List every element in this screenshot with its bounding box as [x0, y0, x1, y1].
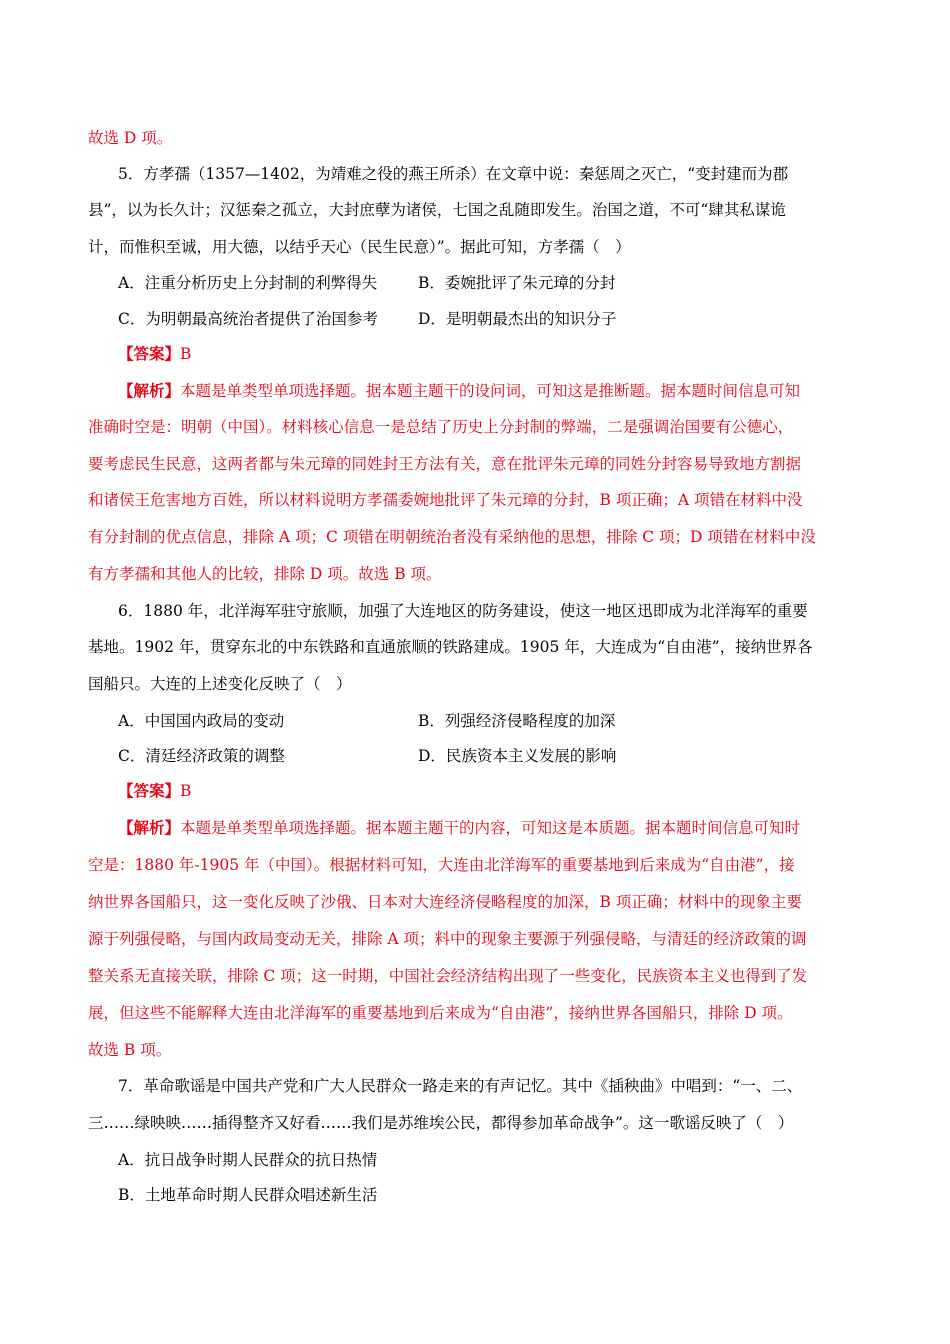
q5-answer — [118, 344, 868, 364]
q5-option-c: C．为明朝最高统治者提供了治国参考 — [118, 310, 378, 328]
q6-analysis-line-2: 空是：1880 年-1905 年（中国）。根据材料可知，大连由北洋海军的重要基地到后来成为“自由港”，接 — [88, 856, 795, 874]
q7-stem-line-1: 7．革命歌谣是中国共产党和广大人民群众一路走来的有声记忆。其中《插秧曲》中唱到：“一、二、 — [118, 1077, 803, 1095]
q6-stem-line-1: 6．1880 年，北洋海军驻守旅顺，加强了大连地区的防务建设，使这一地区迅即成为北洋海军的重要 — [118, 602, 808, 620]
q5-answer-label: 【答案】 — [118, 344, 181, 363]
q7-stem-line-2: 三……绿映映……插得整齐又好看……我们是苏维埃公民，都得参加革命战争”。这一歌谣反映了（ ） — [88, 1114, 794, 1132]
q6-answer — [118, 781, 868, 801]
q6-analysis-line-4: 源于列强侵略，与国内政局变动无关，排除 A 项；料中的现象主要源于列强侵略，与清廷的经济政策的调 — [88, 930, 807, 948]
q5-analysis-line-6: 有方孝孺和其他人的比较，排除 D 项。故选 B 项。 — [88, 565, 442, 583]
q5-answer-value: B — [180, 345, 192, 363]
q6-analysis-line-7: 故选 B 项。 — [88, 1041, 172, 1059]
q6-stem-line-3: 国船只。大连的上述变化反映了（ ） — [88, 675, 352, 693]
q5-analysis-label: 【解析】 — [118, 381, 181, 400]
q6-answer-label: 【答案】 — [118, 781, 181, 800]
q7-option-a: A．抗日战争时期人民群众的抗日热情 — [118, 1151, 378, 1169]
q5-stem-line-1: 5．方孝孺（1357—1402，为靖难之役的燕王所杀）在文章中说：秦惩周之灭亡，“变封建而为郡 — [118, 165, 789, 183]
q6-option-a: A．中国国内政局的变动 — [118, 712, 285, 730]
q6-analysis-line-6: 展，但这些不能解释大连由北洋海军的重要基地到后来成为“自由港”，接纳世界各国船只，排除 D 项。 — [88, 1004, 793, 1022]
q5-analysis-line-1 — [118, 381, 868, 401]
q6-analysis-line-5: 整关系无直接关联，排除 C 项；这一时期，中国社会经济结构出现了一些变化，民族资本主义也得到了发 — [88, 967, 808, 985]
q7-option-b: B．土地革命时期人民群众唱述新生活 — [118, 1186, 378, 1204]
q6-analysis-line-1 — [118, 818, 868, 838]
q5-analysis-line-3: 要考虑民生民意，这两者都与朱元璋的同姓封王方法有关，意在批评朱元璋的同姓分封容易导致地方割据 — [88, 455, 802, 473]
q5-analysis-line-5: 有分封制的优点信息，排除 A 项；C 项错在明朝统治者没有采纳他的思想，排除 C 项；D 项错在材料中没 — [88, 528, 816, 546]
q5-analysis-text-1: 本题是单类型单项选择题。据本题主题干的设问词，可知这是推断题。据本题时间信息可知 — [180, 382, 801, 400]
q5-stem-line-2: 县”，以为长久计；汉惩秦之孤立，大封庶孽为诸侯，七国之乱随即发生。治国之道，不可“肆其私谋诡 — [88, 201, 786, 219]
q5-option-b: B．委婉批评了朱元璋的分封 — [418, 274, 616, 292]
q6-option-b: B．列强经济侵略程度的加深 — [418, 712, 616, 730]
q6-analysis-line-3: 纳世界各国船只，这一变化反映了沙俄、日本对大连经济侵略程度的加深，B 项正确；材料中的现象主要 — [88, 893, 802, 911]
q6-answer-value: B — [180, 782, 192, 800]
q6-option-d: D．民族资本主义发展的影响 — [418, 747, 617, 765]
q5-stem-line-3: 计，而惟积至诚，用大德，以结乎天心（民生民意）”。据此可知，方孝孺（ ） — [88, 238, 631, 256]
previous-conclusion: 故选 D 项。 — [88, 129, 173, 147]
q6-analysis-label: 【解析】 — [118, 818, 181, 837]
q5-analysis-line-4: 和诸侯王危害地方百姓，所以材料说明方孝孺委婉地批评了朱元璋的分封，B 项正确；A 项错在材料中没 — [88, 491, 803, 509]
q5-option-a: A．注重分析历史上分封制的利弊得失 — [118, 274, 378, 292]
q5-analysis-line-2: 准确时空是：明朝（中国）。材料核心信息一是总结了历史上分封制的弊端，二是强调治国要有公德心， — [88, 418, 794, 436]
q6-option-c: C．清廷经济政策的调整 — [118, 747, 285, 765]
q5-option-d: D．是明朝最杰出的知识分子 — [418, 310, 617, 328]
q6-stem-line-2: 基地。1902 年，贯穿东北的中东铁路和直通旅顺的铁路建成。1905 年，大连成为“自由港”，接纳世界各 — [88, 638, 813, 656]
q6-analysis-text-1: 本题是单类型单项选择题。据本题主题干的内容，可知这是本质题。据本题时间信息可知时 — [180, 819, 801, 837]
